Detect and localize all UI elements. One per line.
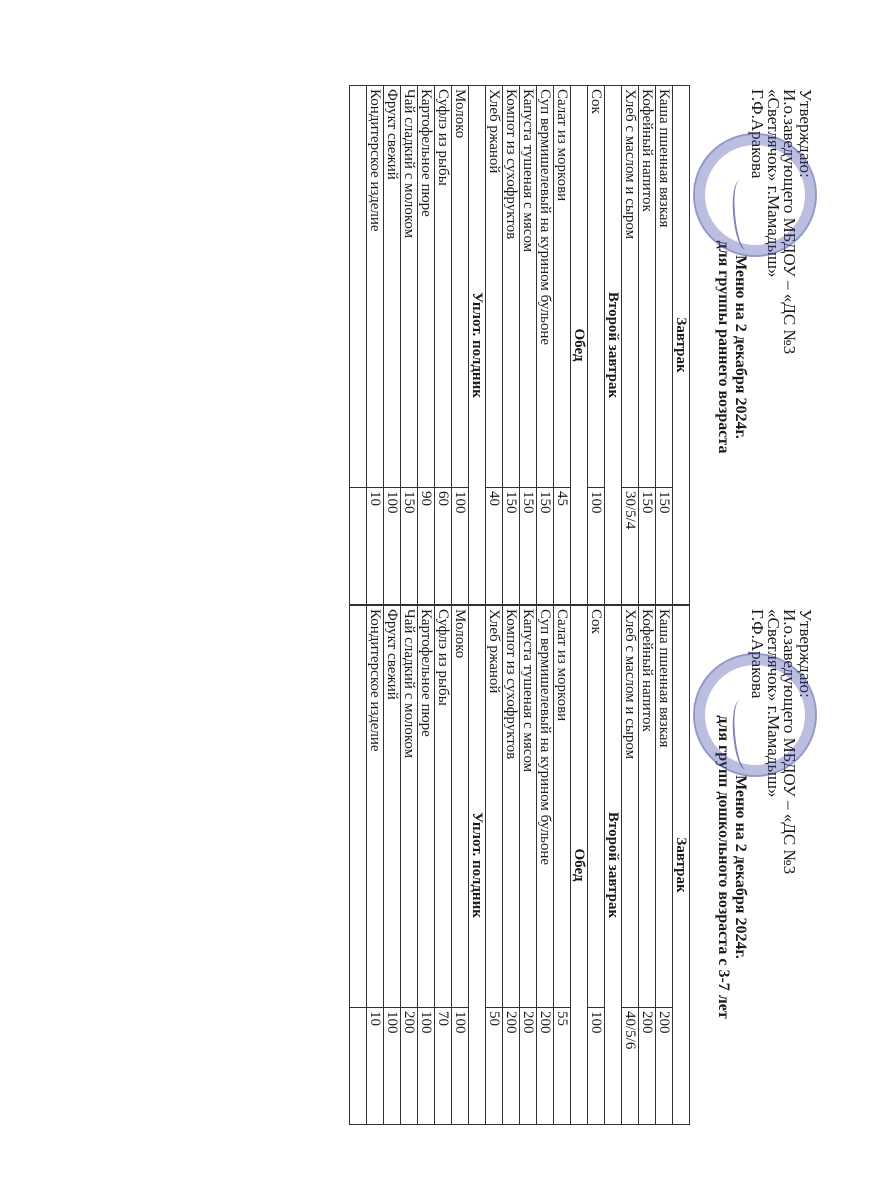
menu-subtitle: для групп дошкольного возраста с 3-7 лет — [715, 715, 732, 1019]
approval-name: Г.Ф.Аракова — [748, 89, 767, 179]
dish-quantity: 100 — [384, 488, 401, 605]
dish-quantity: 100 — [418, 1008, 435, 1125]
dish-name: Кофейный напиток — [639, 86, 656, 488]
table-row — [554, 86, 571, 605]
dish-name: Суфлэ из рыбы — [435, 86, 452, 488]
section-heading: Завтрак — [673, 606, 690, 1125]
dish-quantity — [350, 488, 367, 605]
dish-name: Картофельное пюре — [418, 606, 435, 1008]
dish-quantity: 150 — [503, 488, 520, 605]
table-row — [588, 86, 605, 605]
approval-header — [698, 605, 813, 1125]
dish-quantity: 50 — [486, 1008, 503, 1125]
table-row — [418, 606, 435, 1125]
dish-quantity: 200 — [401, 1008, 418, 1125]
dish-name: Каша пшенная вязкая — [656, 606, 673, 1008]
section-heading: Второй завтрак — [605, 606, 622, 1125]
dish-quantity: 200 — [503, 1008, 520, 1125]
table-row — [418, 86, 435, 605]
dish-name: Салат из моркови — [554, 606, 571, 1008]
table-row — [435, 606, 452, 1125]
dish-name: Компот из сухофруктов — [503, 606, 520, 1008]
menu-preschool — [349, 605, 813, 1125]
table-row — [537, 86, 554, 605]
section-row — [605, 606, 622, 1125]
table-row — [656, 86, 673, 605]
table-row — [503, 606, 520, 1125]
table-row — [435, 86, 452, 605]
dish-quantity: 45 — [554, 488, 571, 605]
approval-header — [698, 85, 813, 605]
approval-organization: «Светлячок» г.Мамадыш» — [764, 89, 783, 278]
section-row — [605, 86, 622, 605]
dish-quantity: 150 — [656, 488, 673, 605]
table-row — [503, 86, 520, 605]
dish-quantity: 40/5/6 — [622, 1008, 639, 1125]
section-heading: Завтрак — [673, 86, 690, 605]
approval-position: И.о.заведующего МБДОУ – «ДС №3 — [780, 609, 799, 875]
table-row — [384, 606, 401, 1125]
dish-name: Кондитерское изделие — [367, 606, 384, 1008]
table-row — [452, 606, 469, 1125]
dish-name: Суп вермишелевый на курином бульоне — [537, 86, 554, 488]
dish-quantity: 55 — [554, 1008, 571, 1125]
table-row — [486, 86, 503, 605]
dish-name: Сок — [588, 606, 605, 1008]
table-row — [639, 606, 656, 1125]
menu-table — [349, 605, 690, 1125]
dish-quantity: 70 — [435, 1008, 452, 1125]
menu-subtitle: для группы раннего возраста — [715, 240, 732, 454]
dish-name: Суп вермишелевый на курином бульоне — [537, 606, 554, 1008]
menu-early-age — [349, 85, 813, 605]
section-row — [469, 86, 486, 605]
section-row — [469, 606, 486, 1125]
dish-quantity: 30/5/4 — [622, 488, 639, 605]
menu-title: Меню на 2 декабря 2024г. — [732, 255, 749, 439]
dish-name: Хлеб ржаной — [486, 86, 503, 488]
approval-label: Утверждаю: — [796, 89, 815, 178]
dish-name: Каша пшенная вязкая — [656, 86, 673, 488]
dish-quantity: 90 — [418, 488, 435, 605]
section-row — [571, 606, 588, 1125]
dish-quantity: 200 — [656, 1008, 673, 1125]
section-row — [571, 86, 588, 605]
dish-name: Хлеб с маслом и сыром — [622, 86, 639, 488]
dish-quantity: 100 — [452, 488, 469, 605]
dish-quantity: 100 — [452, 1008, 469, 1125]
dish-name: Чай сладкий с молоком — [401, 86, 418, 488]
dish-quantity: 40 — [486, 488, 503, 605]
table-row — [367, 606, 384, 1125]
dish-name: Суфлэ из рыбы — [435, 606, 452, 1008]
dish-name — [350, 86, 367, 488]
table-row — [622, 606, 639, 1125]
dish-name: Кофейный напиток — [639, 606, 656, 1008]
table-row — [520, 606, 537, 1125]
dish-quantity: 60 — [435, 488, 452, 605]
menu-table — [349, 85, 690, 605]
dish-quantity — [350, 1008, 367, 1125]
dish-name: Фрукт свежий — [384, 86, 401, 488]
section-heading: Второй завтрак — [605, 86, 622, 605]
dish-quantity: 150 — [401, 488, 418, 605]
table-row — [452, 86, 469, 605]
dish-name: Чай сладкий с молоком — [401, 606, 418, 1008]
dish-name: Компот из сухофруктов — [503, 86, 520, 488]
table-row — [367, 86, 384, 605]
table-row — [656, 606, 673, 1125]
dish-name — [350, 606, 367, 1008]
approval-position: И.о.заведующего МБДОУ – «ДС №3 — [780, 89, 799, 355]
dish-name: Молоко — [452, 86, 469, 488]
table-row — [588, 606, 605, 1125]
table-row — [639, 86, 656, 605]
dish-name: Хлеб с маслом и сыром — [622, 606, 639, 1008]
dish-name: Картофельное пюре — [418, 86, 435, 488]
table-row — [384, 86, 401, 605]
dish-name: Кондитерское изделие — [367, 86, 384, 488]
dish-quantity: 10 — [367, 488, 384, 605]
dish-quantity: 100 — [588, 1008, 605, 1125]
dish-name: Салат из моркови — [554, 86, 571, 488]
dish-name: Капуста тушеная с мясом — [520, 86, 537, 488]
dish-quantity: 100 — [588, 488, 605, 605]
table-row — [537, 606, 554, 1125]
table-row — [350, 606, 367, 1125]
dish-quantity: 200 — [537, 1008, 554, 1125]
dish-quantity: 200 — [639, 1008, 656, 1125]
section-row — [673, 86, 690, 605]
approval-name: Г.Ф.Аракова — [748, 609, 767, 699]
table-row — [622, 86, 639, 605]
section-row — [673, 606, 690, 1125]
menu-title: Меню на 2 декабря 2024г. — [732, 775, 749, 959]
dish-quantity: 10 — [367, 1008, 384, 1125]
dish-quantity: 150 — [520, 488, 537, 605]
table-row — [401, 606, 418, 1125]
dish-name: Фрукт свежий — [384, 606, 401, 1008]
dish-name: Хлеб ржаной — [486, 606, 503, 1008]
dish-name: Капуста тушеная с мясом — [520, 606, 537, 1008]
approval-label: Утверждаю: — [796, 609, 815, 698]
section-heading: Обед — [571, 606, 588, 1125]
table-row — [520, 86, 537, 605]
dish-name: Сок — [588, 86, 605, 488]
dish-quantity: 150 — [537, 488, 554, 605]
dish-quantity: 150 — [639, 488, 656, 605]
table-row — [554, 606, 571, 1125]
approval-organization: «Светлячок» г.Мамадыш» — [764, 609, 783, 798]
section-heading: Уплот. полдник — [469, 606, 486, 1125]
dish-quantity: 100 — [384, 1008, 401, 1125]
section-heading: Уплот. полдник — [469, 86, 486, 605]
section-heading: Обед — [571, 86, 588, 605]
dish-name: Молоко — [452, 606, 469, 1008]
table-row — [350, 86, 367, 605]
table-row — [486, 606, 503, 1125]
dish-quantity: 200 — [520, 1008, 537, 1125]
table-row — [401, 86, 418, 605]
